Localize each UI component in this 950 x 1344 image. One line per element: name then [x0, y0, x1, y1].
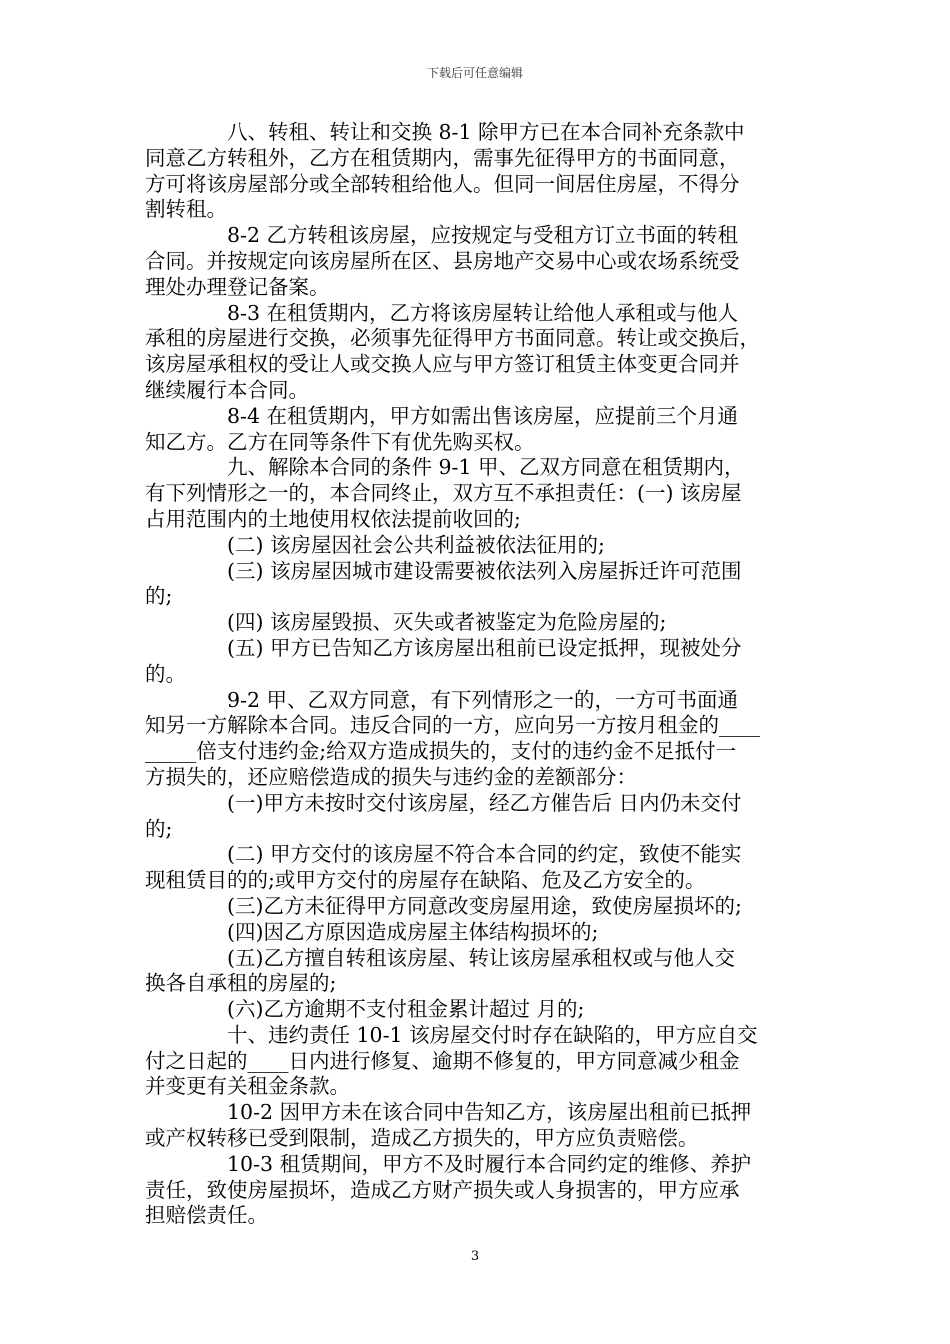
- text-line: 9-2 甲、乙双方同意，有下列情形之一的，一方可书面通: [227, 687, 739, 712]
- text-line: 方损失的，还应赔偿造成的损失与违约金的差额部分：: [145, 764, 637, 789]
- text-line: 十、违约责任 10-1 该房屋交付时存在缺陷的，甲方应自交: [227, 1022, 758, 1047]
- text-line: (一)甲方未按时交付该房屋，经乙方催告后 日内仍未交付: [227, 790, 742, 815]
- text-line: 九、解除本合同的条件 9-1 甲、乙双方同意在租赁期内，: [227, 455, 745, 480]
- text-line: 承租的房屋进行交换，必须事先征得甲方书面同意。转让或交换后，: [145, 326, 760, 351]
- text-line: 现租赁目的的;或甲方交付的房屋存在缺陷、危及乙方安全的。: [145, 868, 706, 893]
- header-note: 下载后可任意编辑: [426, 66, 523, 80]
- text-line: 理处办理登记备案。: [145, 274, 330, 299]
- text-line: (二) 甲方交付的该房屋不符合本合同的约定，致使不能实: [227, 842, 742, 867]
- text-line: 8-3 在租赁期内，乙方将该房屋转让给他人承租或与他人: [227, 300, 739, 325]
- text-line: 付之日起的____日内进行修复、逾期不修复的，甲方同意减少租金: [145, 1048, 740, 1073]
- text-line: (四)因乙方原因造成房屋主体结构损坏的;: [227, 919, 599, 944]
- text-line: 责任，致使房屋损坏，造成乙方财产损失或人身损害的，甲方应承: [145, 1177, 740, 1202]
- text-line: 8-2 乙方转租该房屋，应按规定与受租方订立书面的转租: [227, 223, 739, 248]
- text-line: 知另一方解除本合同。违反合同的一方，应向另一方按月租金的____: [145, 713, 760, 738]
- text-line: (三) 该房屋因城市建设需要被依法列入房屋拆迁许可范围: [227, 558, 742, 583]
- text-line: 八、转租、转让和交换 8-1 除甲方已在本合同补充条款中: [227, 120, 745, 144]
- text-line: 换各自承租的房屋的;: [145, 971, 337, 996]
- text-line: (三)乙方未征得甲方同意改变房屋用途，致使房屋损坏的;: [227, 893, 742, 918]
- page-number: 3: [470, 1249, 480, 1264]
- text-line: 的。: [145, 661, 186, 686]
- text-line: 继续履行本合同。: [145, 377, 309, 402]
- text-line: 或产权转移已受到限制，造成乙方损失的，甲方应负责赔偿。: [145, 1126, 699, 1151]
- text-line: 割转租。: [145, 197, 227, 222]
- text-line: (四) 该房屋毁损、灭失或者被鉴定为危险房屋的;: [227, 610, 667, 635]
- text-line: 担赔偿责任。: [145, 1203, 268, 1228]
- text-line: (五)乙方擅自转租该房屋、转让该房屋承租权或与他人交: [227, 945, 735, 970]
- text-line: (五) 甲方已告知乙方该房屋出租前已设定抵押，现被处分: [227, 635, 742, 660]
- text-line: 方可将该房屋部分或全部转租给他人。但同一间居住房屋，不得分: [145, 171, 740, 196]
- text-line: 有下列情形之一的，本合同终止，双方互不承担责任：(一) 该房屋: [145, 481, 742, 506]
- text-line: 同意乙方转租外，乙方在租赁期内，需事先征得甲方的书面同意，: [145, 145, 740, 170]
- text-line: 8-4 在租赁期内，甲方如需出售该房屋，应提前三个月通: [227, 403, 739, 428]
- text-line: _____倍支付违约金;给双方造成损失的，支付的违约金不足抵付一: [145, 739, 737, 764]
- text-line: 占用范围内的土地使用权依法提前收回的;: [145, 506, 521, 531]
- text-line: (二) 该房屋因社会公共利益被依法征用的;: [227, 532, 605, 557]
- text-line: (六)乙方逾期不支付租金累计超过 月的;: [227, 997, 585, 1022]
- text-line: 知乙方。乙方在同等条件下有优先购买权。: [145, 429, 535, 454]
- text-line: 10-2 因甲方未在该合同中告知乙方，该房屋出租前已抵押: [227, 1100, 752, 1125]
- text-line: 的;: [145, 584, 173, 609]
- text-line: 并变更有关租金条款。: [145, 1074, 350, 1099]
- text-line: 合同。并按规定向该房屋所在区、县房地产交易中心或农场系统受: [145, 248, 740, 273]
- document-body: [145, 120, 807, 1229]
- text-line: 10-3 租赁期间，甲方不及时履行本合同约定的维修、养护: [227, 1151, 752, 1176]
- text-line: 的;: [145, 816, 173, 841]
- text-line: 该房屋承租权的受让人或交换人应与甲方签订租赁主体变更合同并: [145, 352, 740, 377]
